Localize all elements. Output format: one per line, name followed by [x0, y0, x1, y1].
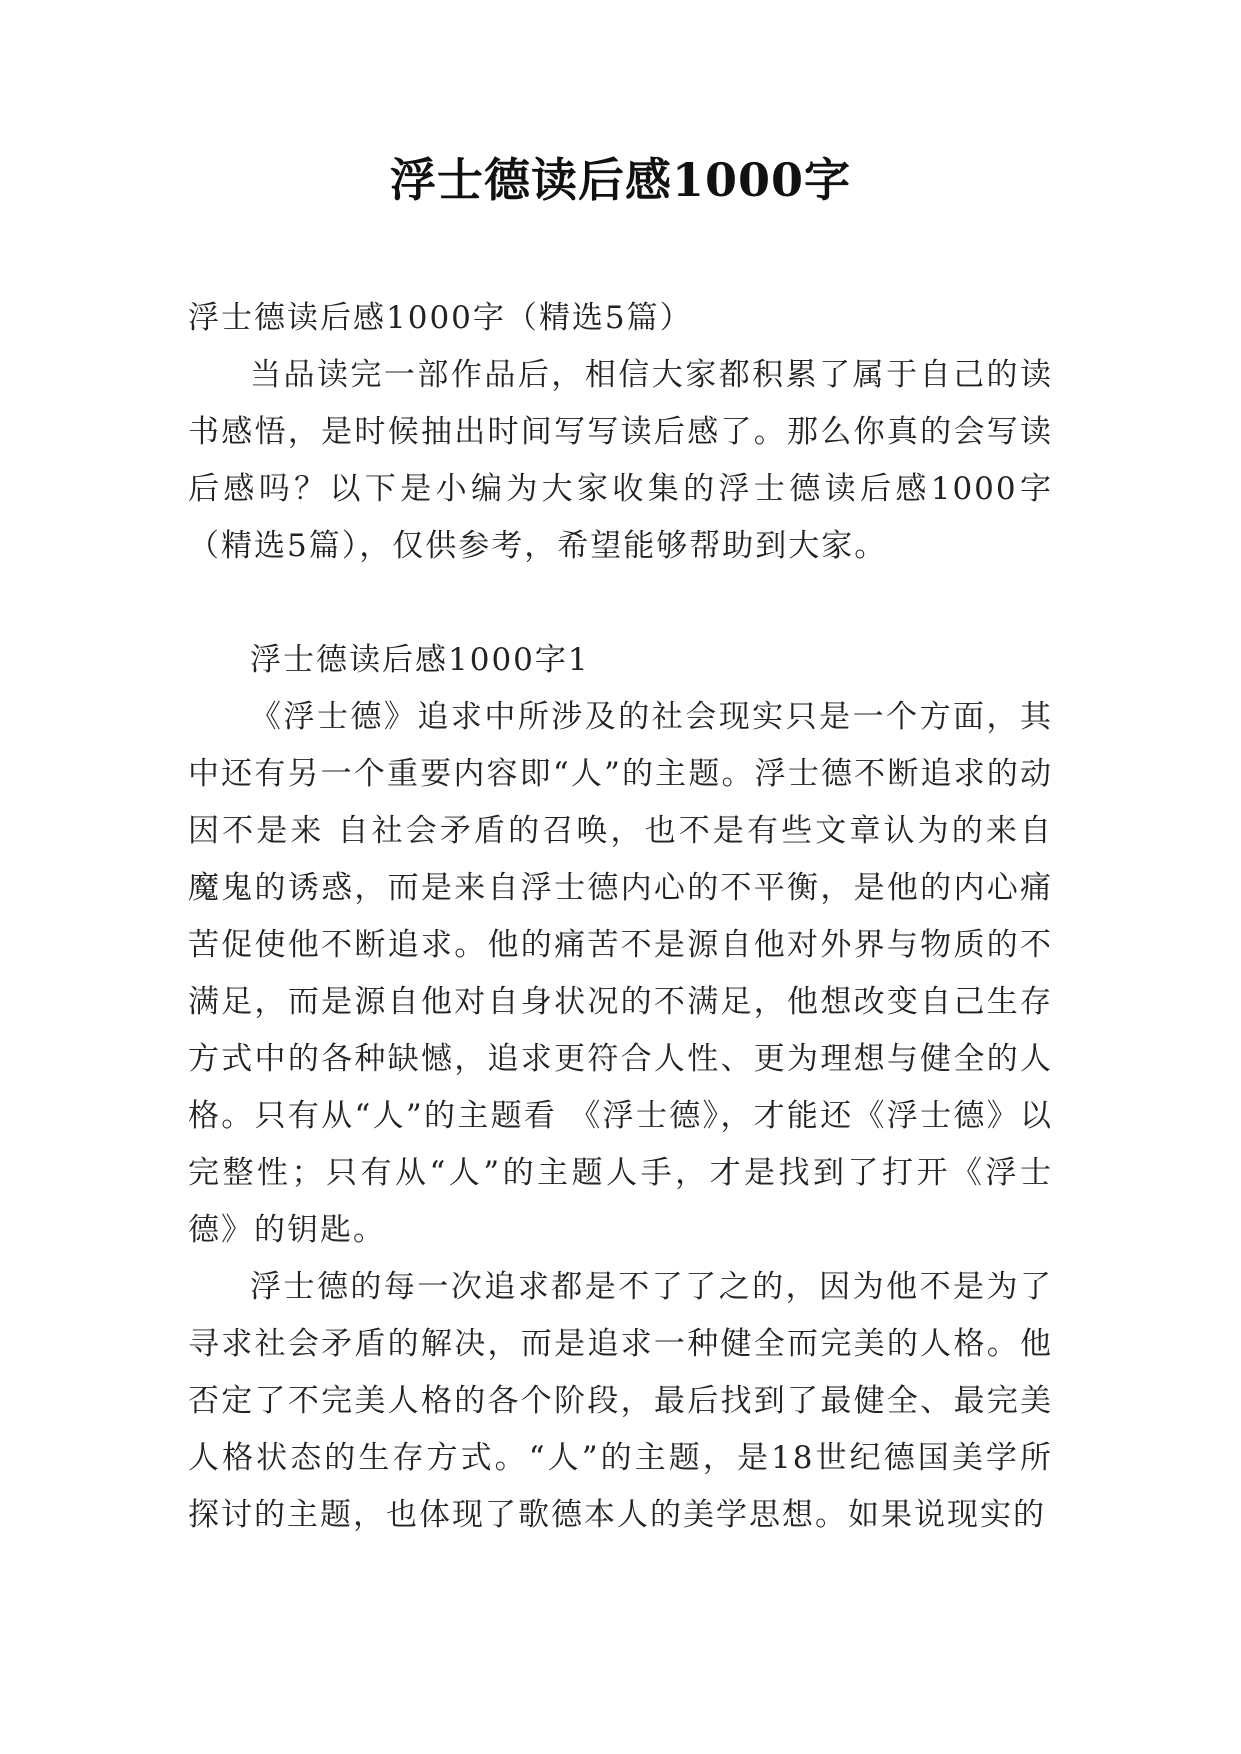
- section-heading: 浮士德读后感1000字1: [250, 642, 590, 678]
- document-title: 浮士德读后感1000字: [389, 153, 852, 207]
- document-body: [188, 290, 1053, 1544]
- section-gap: [188, 575, 1053, 632]
- body-paragraph-1: 《浮士德》追求中所涉及的社会现实只是一个方面，其中还有另一个重要内容即“人”的主题。浮士德不断追求的动因不是来 自社会矛盾的召唤，也不是有些文章认为的来自魔鬼的诱惑，而是来自浮士德内心的不平衡，是他的内心痛苦促使他不断追求。他的痛苦不是源自他对外界与物质的不满足，而是源自他对自身状况的不满足，他想改变自己生存方式中的各种缺憾，追求更符合人性、更为理想与健全的人格。只有从“人”的主题看 《浮士德》，才能还《浮士德》以完整性；只有从“人”的主题人手，才是找到了打开《浮士德》的钥匙。: [188, 699, 1053, 1248]
- intro-paragraph: 当品读完一部作品后，相信大家都积累了属于自己的读书感悟，是时候抽出时间写写读后感了。那么你真的会写读后感吗？以下是小编为大家收集的浮士德读后感1000字（精选5篇），仅供参考，希望能够帮助到大家。: [188, 357, 1053, 564]
- body-paragraph-2: 浮士德的每一次追求都是不了了之的，因为他不是为了寻求社会矛盾的解决，而是追求一种健全而完美的人格。他否定了不完美人格的各个阶段，最后找到了最健全、最完美人格状态的生存方式。“人”的主题，是18世纪德国美学所探讨的主题，也体现了歌德本人的美学思想。如果说现实的: [188, 1269, 1053, 1533]
- document-subtitle: 浮士德读后感1000字（精选5篇）: [188, 300, 693, 336]
